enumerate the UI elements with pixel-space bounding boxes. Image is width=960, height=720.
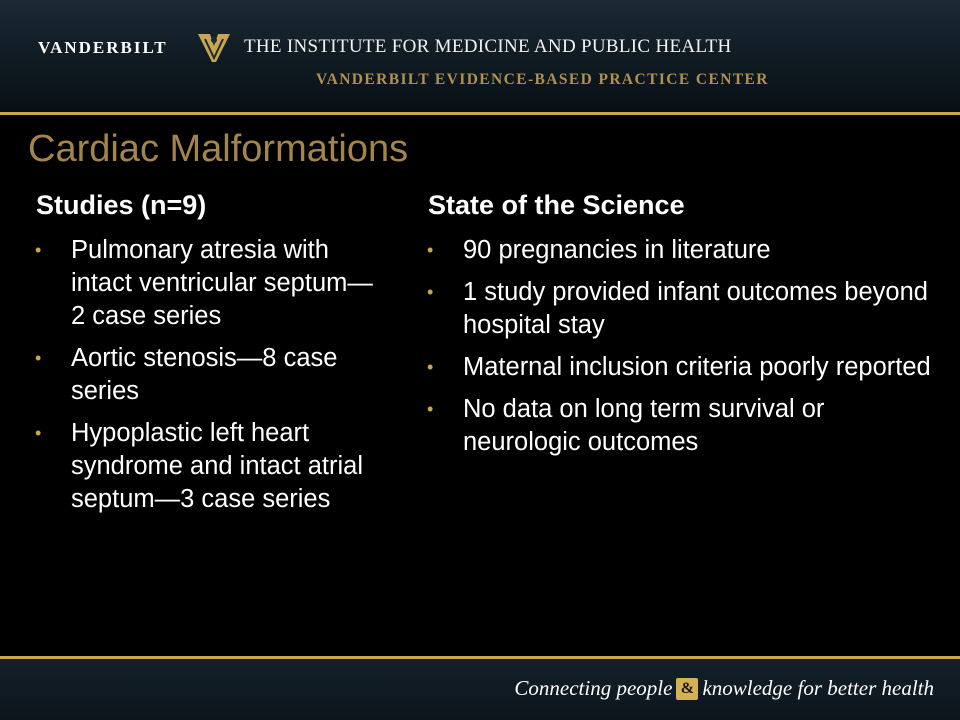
ampersand-logo-icon: & [676,678,698,700]
list-item-text: 1 study provided infant outcomes beyond hospital stay [463,278,928,339]
vanderbilt-wordmark: VANDERBILT [38,38,168,57]
bullet-dot-icon: • [427,357,434,377]
studies-column [36,190,376,525]
slide-header [0,0,960,112]
list-item [427,276,938,342]
science-heading: State of the Science [428,190,685,220]
list-item [35,417,376,516]
list-item [427,393,938,459]
list-item-text: No data on long term survival or neurologic outcomes [463,395,825,456]
list-item-text: Pulmonary atresia with intact ventricular septum—2 case series [71,236,373,330]
header-divider [0,112,960,115]
tagline-start: Connecting people [514,676,673,700]
bullet-dot-icon: • [427,399,434,419]
studies-heading: Studies (n=9) [36,190,207,220]
studies-list [36,234,376,516]
list-item-text: Maternal inclusion criteria poorly reported [463,353,931,381]
list-item [35,342,376,408]
slide-footer [0,659,960,720]
bullet-dot-icon: • [427,240,434,260]
institute-name: THE INSTITUTE FOR MEDICINE AND PUBLIC HEALTH [244,36,732,57]
bullet-dot-icon: • [35,423,42,443]
list-item-text: Aortic stenosis—8 case series [71,344,338,405]
vanderbilt-v-oak-logo-icon [196,30,232,64]
science-column [428,190,938,468]
science-list [428,234,938,459]
list-item-text: 90 pregnancies in literature [463,236,771,264]
bullet-dot-icon: • [35,348,42,368]
list-item-text: Hypoplastic left heart syndrome and intact atrial septum—3 case series [71,419,363,513]
footer-tagline [514,676,934,701]
practice-center-name: VANDERBILT EVIDENCE-BASED PRACTICE CENTER [316,71,769,88]
list-item [427,351,938,384]
slide-title: Cardiac Malformations [28,128,409,170]
bullet-dot-icon: • [427,282,434,302]
bullet-dot-icon: • [35,240,42,260]
list-item [427,234,938,267]
list-item [35,234,376,333]
tagline-end: knowledge for better health [702,676,934,700]
